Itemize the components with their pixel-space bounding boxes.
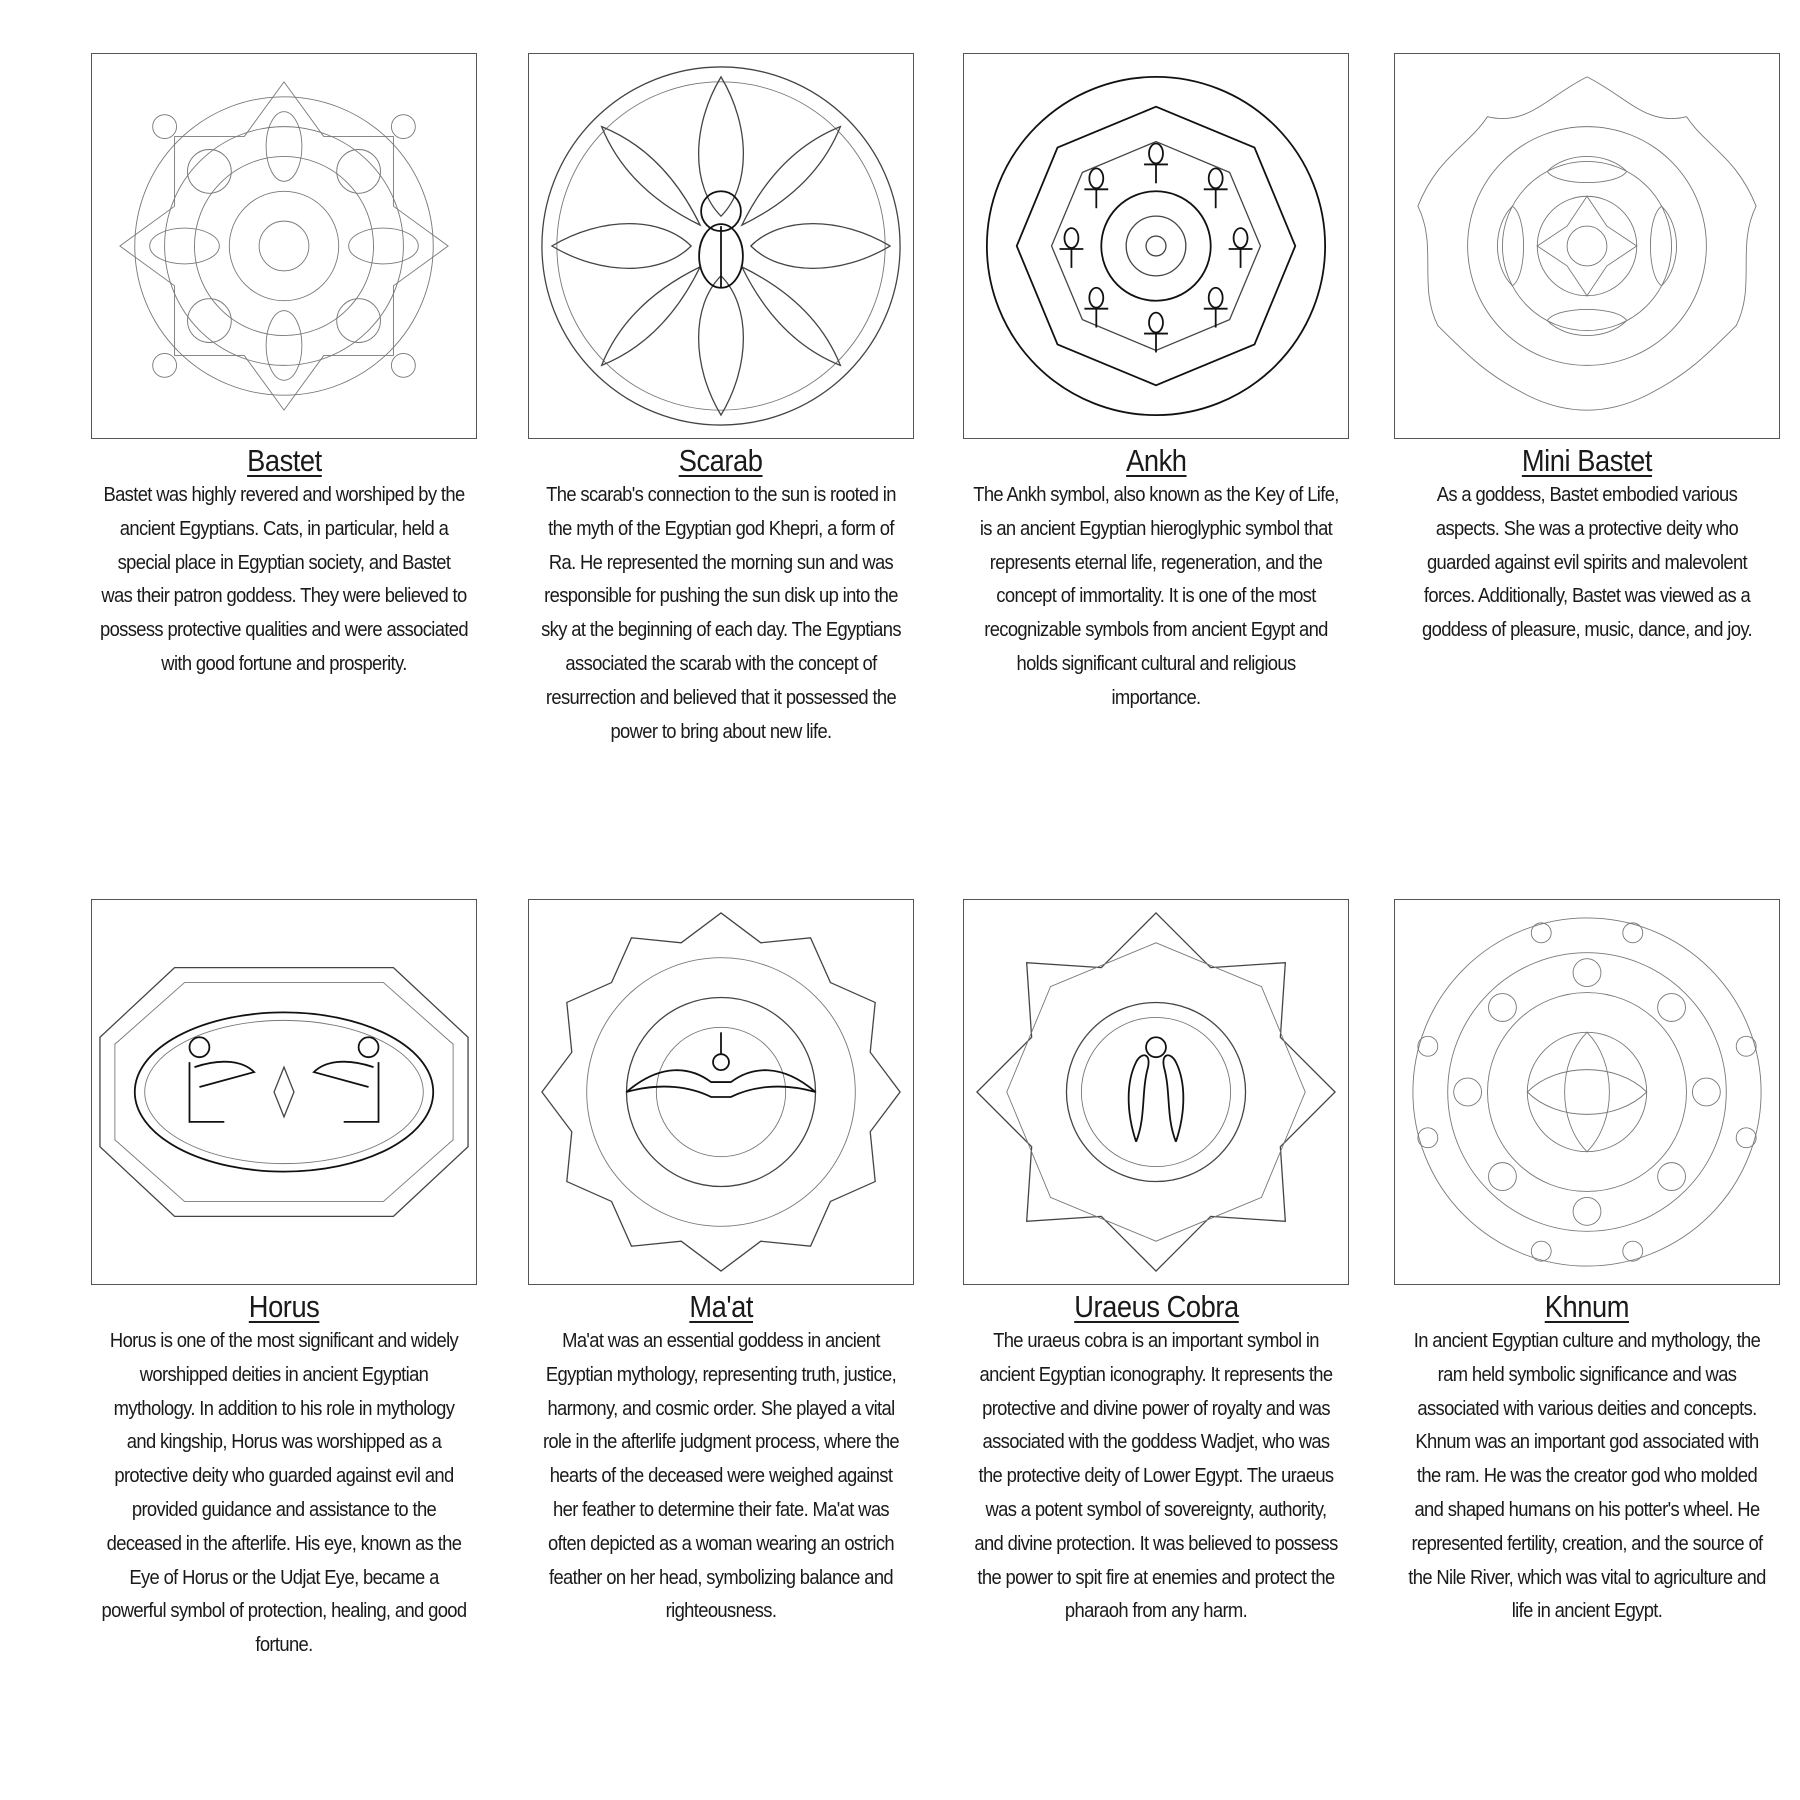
mini-bastet-mandala-illustration	[1395, 54, 1779, 438]
card-title: Mini Bastet	[1521, 443, 1653, 478]
maat-mandala-image	[528, 899, 914, 1285]
card-description: Bastet was highly revered and worshiped by the ancient Egyptians. Cats, in particular, held a special place in Egyptian society, and Bastet was their patron goddess. They were believed to possess protective qualities and were associated with good fortune and prosperity.	[100, 484, 468, 675]
bastet-mandala-illustration	[92, 54, 476, 438]
card-description: The scarab's connection to the sun is rooted in the myth of the Egyptian god Khepri, a form of Ra. He represented the morning sun and was responsible for pushing the sun disk up into the sky at the beginning of each day. The Egyptians associated the scarab with the concept of resurrection and believed that it possessed the power to bring about new life.	[541, 484, 901, 743]
card-title: Khnum	[1544, 1289, 1630, 1324]
card-description: As a goddess, Bastet embodied various aspects. She was a protective deity who guarded against evil spirits and malevolent forces. Additionally, Bastet was viewed as a goddess of pleasure, music, dance, and joy.	[1422, 484, 1752, 642]
card-title: Uraeus Cobra	[1073, 1289, 1239, 1324]
khnum-mandala-illustration	[1395, 900, 1779, 1284]
khnum-mandala-image	[1394, 899, 1780, 1285]
ankh-mandala-illustration	[964, 54, 1348, 438]
card-uraeus-cobra	[956, 899, 1356, 1629]
horus-mandala-illustration	[92, 900, 476, 1284]
scarab-mandala-image	[528, 53, 914, 439]
mini-bastet-mandala-image	[1394, 53, 1780, 439]
card-description: Horus is one of the most significant and widely worshipped deities in ancient Egyptian mythology. In addition to his role in mythology and kingship, Horus was worshipped as a protective deity who guarded against evil and provided guidance and assistance to the deceased in the afterlife. His eye, known as the Eye of Horus or the Udjat Eye, became a powerful symbol of protection, healing, and good fortune.	[101, 1330, 467, 1657]
ankh-mandala-image	[963, 53, 1349, 439]
horus-mandala-image	[91, 899, 477, 1285]
card-mini-bastet	[1387, 53, 1787, 648]
card-description: In ancient Egyptian culture and mythology, the ram held symbolic significance and was associated with various deities and concepts. Khnum was an important god associated with the ram. He was the creator god who molded and shaped humans on his potter's wheel. He represented fertility, creation, and the source of the Nile River, which was vital to agriculture and life in ancient Egypt.	[1408, 1330, 1766, 1623]
scarab-mandala-illustration	[529, 54, 913, 438]
card-scarab	[521, 53, 921, 749]
card-description: Ma'at was an essential goddess in ancient Egyptian mythology, representing truth, justice, harmony, and cosmic order. She played a vital role in the afterlife judgment process, where the hearts of the deceased were weighed against her feather to determine their fate. Ma'at was often depicted as a woman wearing an ostrich feather on her head, symbolizing balance and righteousness.	[542, 1330, 900, 1623]
uraeus-cobra-mandala-image	[963, 899, 1349, 1285]
card-ankh	[956, 53, 1356, 716]
card-description: The Ankh symbol, also known as the Key of Life, is an ancient Egyptian hieroglyphic symbol that represents eternal life, regeneration, and the concept of immortality. It is one of the most recognizable symbols from ancient Egypt and holds significant cultural and religious importance.	[973, 484, 1339, 709]
uraeus-cobra-mandala-illustration	[964, 900, 1348, 1284]
card-title: Ankh	[1125, 443, 1187, 478]
card-title: Scarab	[679, 443, 763, 478]
card-horus	[84, 899, 484, 1663]
card-title: Horus	[248, 1289, 320, 1324]
card-khnum	[1387, 899, 1787, 1629]
maat-mandala-illustration	[529, 900, 913, 1284]
card-bastet	[84, 53, 484, 682]
card-description: The uraeus cobra is an important symbol in ancient Egyptian iconography. It represents the protective and divine power of royalty and was associated with the goddess Wadjet, who was the protective deity of Lower Egypt. The uraeus was a potent symbol of sovereignty, authority, and divine protection. It was believed to possess the power to spit fire at enemies and protect the pharaoh from any harm.	[974, 1330, 1338, 1623]
card-title: Bastet	[246, 443, 322, 478]
card-title: Ma'at	[689, 1289, 753, 1324]
bastet-mandala-image	[91, 53, 477, 439]
card-maat	[521, 899, 921, 1629]
